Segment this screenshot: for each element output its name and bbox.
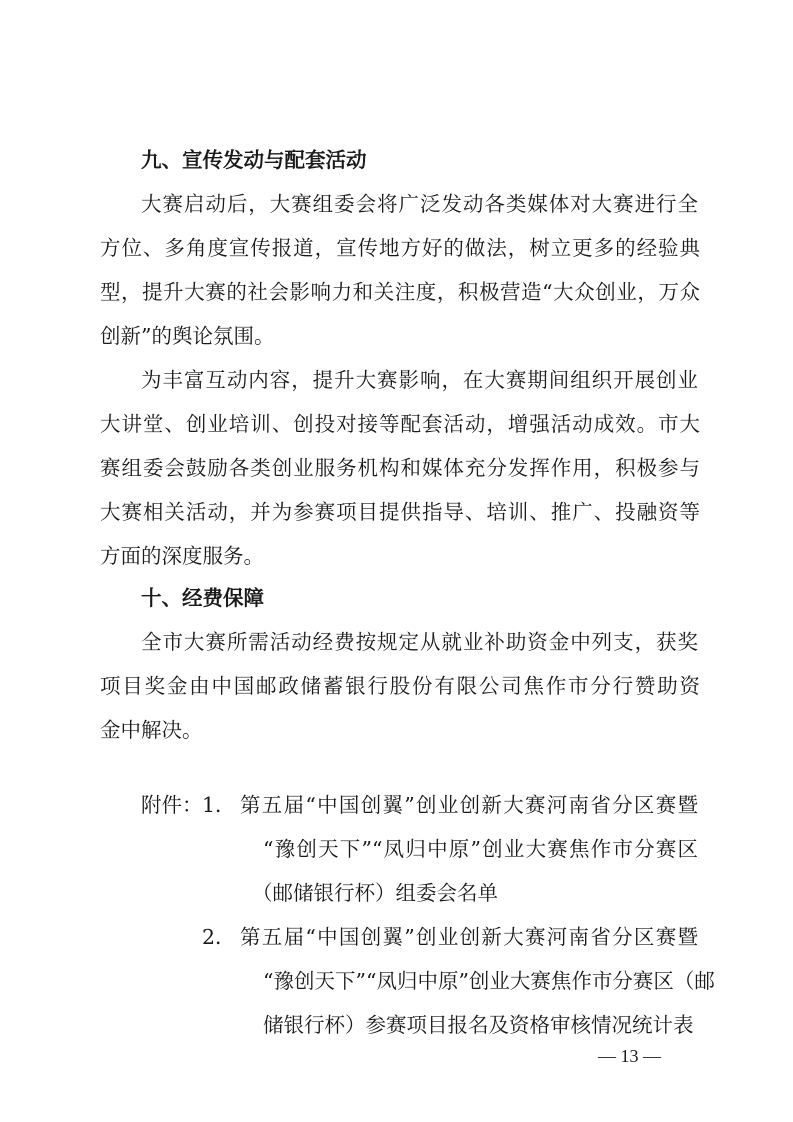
section-heading-funding: 十、经费保障 xyxy=(141,586,264,610)
attachment-title-line: “豫创天下”“凤归中原”创业大赛焦作市分赛区（邮 xyxy=(263,969,715,993)
paragraph-line: 大讲堂、创业培训、创投对接等配套活动，增强活动成效。市大 xyxy=(100,412,700,436)
paragraph-line: 赛组委会鼓励各类创业服务机构和媒体充分发挥作用，积极参与 xyxy=(100,456,700,480)
paragraph-line: 金中解决。 xyxy=(100,718,203,742)
attachment-title-line: 储银行杯）参赛项目报名及资格审核情况统计表 xyxy=(263,1013,694,1037)
paragraph-line: 项目奖金由中国邮政储蓄银行股份有限公司焦作市分行赞助资 xyxy=(100,674,700,698)
attachment-title-line: 第五届“中国创翼”创业创新大赛河南省分区赛暨 xyxy=(240,925,698,949)
attachments-label: 附件： xyxy=(141,793,203,817)
paragraph-line: 全市大赛所需活动经费按规定从就业补助资金中列支，获奖 xyxy=(141,630,698,654)
attachment-number: 1． xyxy=(202,793,236,817)
section-heading-publicity: 九、宣传发动与配套活动 xyxy=(141,148,367,172)
attachment-title-line: “豫创天下”“凤归中原”创业大赛焦作市分赛区 xyxy=(263,837,698,861)
paragraph-line: 方面的深度服务。 xyxy=(100,544,264,568)
page-number: — 13 — xyxy=(598,1046,661,1066)
paragraph-line: 方位、多角度宣传报道，宣传地方好的做法，树立更多的经验典 xyxy=(100,236,700,260)
attachment-number: 2． xyxy=(202,925,236,949)
attachment-title-line: （邮储银行杯）组委会名单 xyxy=(252,881,498,905)
paragraph-line: 型，提升大赛的社会影响力和关注度，积极营造“大众创业，万众 xyxy=(100,280,700,304)
paragraph-line: 大赛相关活动，并为参赛项目提供指导、培训、推广、投融资等 xyxy=(100,500,700,524)
paragraph-line: 创新”的舆论氛围。 xyxy=(100,324,275,348)
paragraph-line: 为丰富互动内容，提升大赛影响，在大赛期间组织开展创业 xyxy=(141,368,698,392)
paragraph-line: 大赛启动后，大赛组委会将广泛发动各类媒体对大赛进行全 xyxy=(141,192,698,216)
attachment-title-line: 第五届“中国创翼”创业创新大赛河南省分区赛暨 xyxy=(240,793,698,817)
